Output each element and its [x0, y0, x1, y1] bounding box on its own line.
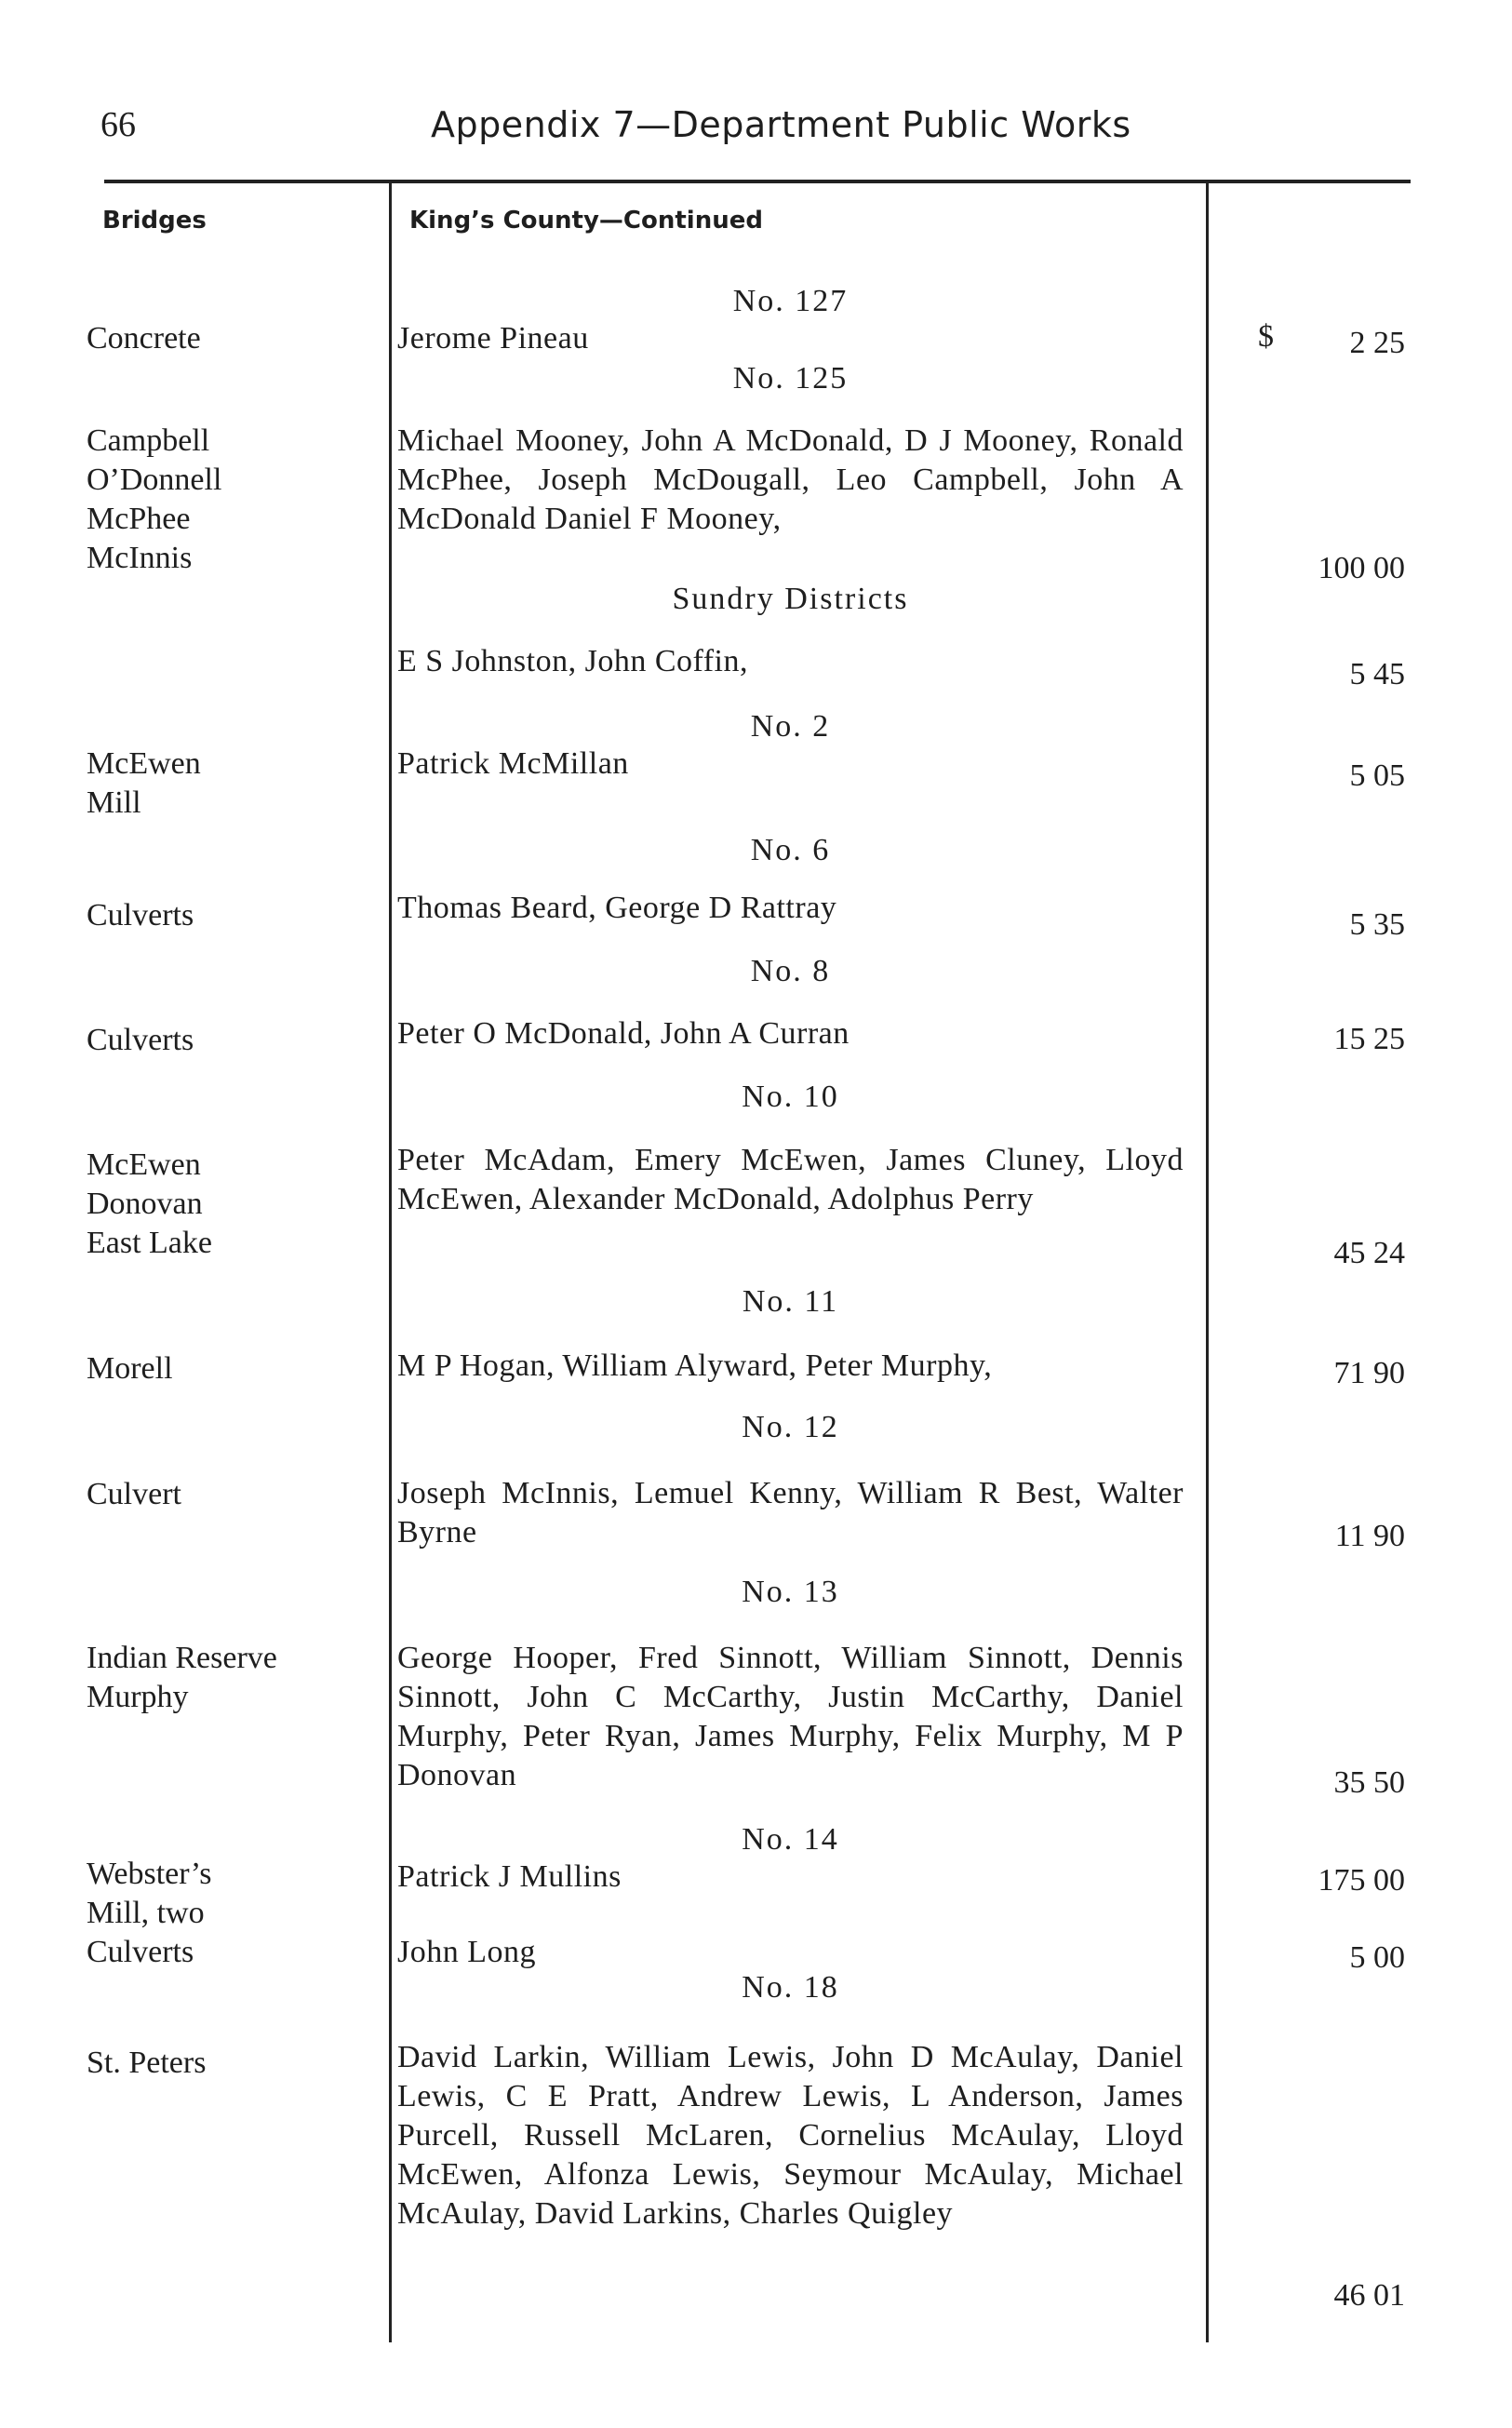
worker-names: Michael Mooney, John A McDonald, D J Mooney, Ronald McPhee, Joseph McDougall, Leo Campbell, John A McDonald Daniel F Mooney,	[397, 423, 1184, 536]
worker-names: Joseph McInnis, Lemuel Kenny, William R Best, Walter Byrne	[397, 1476, 1184, 1549]
worker-names: John Long	[397, 1935, 536, 1969]
worker-names: David Larkin, William Lewis, John D McAulay, Daniel Lewis, C E Pratt, Andrew Lewis, L Anderson, James Purcell, Russell McLaren, Cornelius McAulay, Lloyd McEwen, Alfonza Lewis, Seymour McAulay, Michael McAulay, David Larkins, Charles Quigley	[397, 2040, 1184, 2231]
section-heading: No. 14	[742, 1822, 839, 1857]
worker-names: Thomas Beard, George D Rattray	[397, 891, 837, 925]
worker-names: Peter O McDonald, John A Curran	[397, 1016, 850, 1051]
amount: 71 90	[1333, 1356, 1405, 1390]
bridge-location: McEwen Mill	[87, 746, 201, 820]
amount: 2 25	[1349, 326, 1405, 360]
amount: 100 00	[1318, 551, 1405, 585]
bridge-location: St. Peters	[87, 2046, 207, 2080]
page-number: 66	[100, 105, 136, 144]
running-title: Appendix 7—Department Public Works	[431, 104, 1131, 145]
column-rule-right	[1206, 183, 1209, 2342]
bridge-location: Indian Reserve Murphy	[87, 1641, 277, 1714]
section-heading: No. 6	[750, 833, 831, 867]
bridge-location: Campbell O’Donnell McPhee McInnis	[87, 423, 222, 575]
worker-names: E S Johnston, John Coffin,	[397, 644, 748, 678]
amount: 11 90	[1334, 1519, 1405, 1553]
section-heading: No. 127	[732, 284, 849, 318]
amount: 46 01	[1333, 2278, 1405, 2313]
section-heading: No. 11	[742, 1284, 839, 1319]
worker-names: M P Hogan, William Alyward, Peter Murphy,	[397, 1348, 993, 1383]
header-rule	[104, 180, 1411, 183]
worker-names: Patrick J Mullins	[397, 1859, 622, 1894]
worker-names: Jerome Pineau	[397, 321, 589, 355]
section-heading: No. 18	[742, 1970, 839, 2005]
amount: 5 00	[1349, 1940, 1405, 1975]
bridge-location: Webster’s Mill, two Culverts	[87, 1857, 212, 1969]
bridge-location: Culverts	[87, 898, 194, 932]
county-heading: King’s County—Continued	[409, 207, 763, 235]
bridge-location: Morell	[87, 1351, 173, 1386]
currency-symbol: $	[1258, 319, 1274, 354]
bridge-location: Culvert	[87, 1477, 181, 1511]
amount: 5 05	[1349, 758, 1405, 793]
section-heading: No. 125	[732, 361, 849, 396]
amount: 175 00	[1318, 1863, 1405, 1898]
bridge-location: Concrete	[87, 321, 201, 355]
amount: 15 25	[1333, 1022, 1405, 1056]
amount: 45 24	[1333, 1236, 1405, 1270]
section-heading: Sundry Districts	[672, 582, 909, 616]
worker-names: Peter McAdam, Emery McEwen, James Cluney, Lloyd McEwen, Alexander McDonald, Adolphus Perry	[397, 1143, 1184, 1216]
bridges-heading: Bridges	[102, 207, 207, 235]
section-heading: No. 12	[742, 1410, 839, 1444]
bridge-location: McEwen Donovan East Lake	[87, 1147, 212, 1260]
amount: 5 35	[1349, 907, 1405, 942]
bridge-location: Culverts	[87, 1023, 194, 1057]
section-heading: No. 8	[750, 954, 831, 988]
worker-names: Patrick McMillan	[397, 746, 629, 781]
column-rule-left	[389, 183, 392, 2342]
amount: 5 45	[1349, 657, 1405, 691]
section-heading: No. 10	[742, 1080, 839, 1114]
section-heading: No. 2	[750, 709, 831, 744]
amount: 35 50	[1333, 1765, 1405, 1800]
section-heading: No. 13	[742, 1575, 839, 1609]
worker-names: George Hooper, Fred Sinnott, William Sinnott, Dennis Sinnott, John C McCarthy, Justin McCarthy, Daniel Murphy, Peter Ryan, James Murphy, Felix Murphy, M P Donovan	[397, 1641, 1184, 1792]
